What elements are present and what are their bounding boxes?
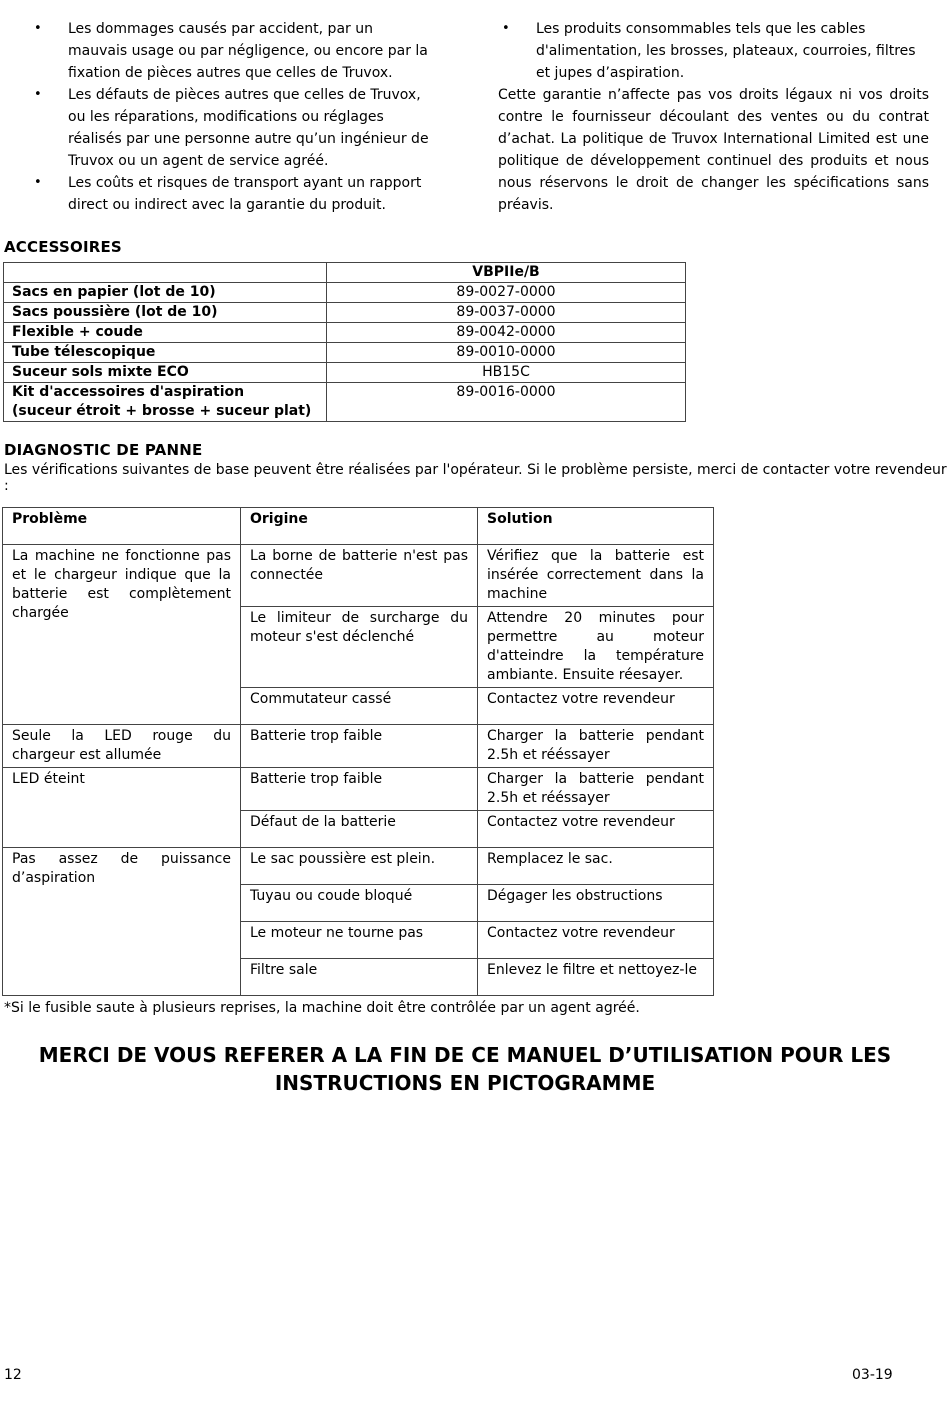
- warranty-exclusions-left: [30, 18, 430, 216]
- table-cell: [4, 263, 327, 283]
- table-row: [4, 283, 686, 303]
- accessory-name: Sacs en papier (lot de 10): [4, 283, 327, 303]
- accessory-name: Flexible + coude: [4, 323, 327, 343]
- bullet-item: • Les dommages causés par accident, par un mauvais usage ou par négligence, ou encore par la fixation de pièces autres que celles de Truvox.: [30, 18, 430, 84]
- problem-cell: LED éteint: [3, 768, 241, 848]
- solution-cell: Contactez votre revendeur: [478, 922, 714, 959]
- solution-cell: Charger la batterie pendant 2.5h et rééssayer: [478, 768, 714, 811]
- table-row: [4, 303, 686, 323]
- table-row: [4, 343, 686, 363]
- origin-cell: Batterie trop faible: [241, 725, 478, 768]
- diagnostic-intro: Les vérifications suivantes de base peuvent être réalisées par l'opérateur. Si le problème persiste, merci de contacter votre revendeur :: [4, 462, 947, 494]
- bullet-icon: •: [34, 175, 42, 190]
- accessory-code: 89-0016-0000: [327, 383, 686, 422]
- origin-cell: Tuyau ou coude bloqué: [241, 885, 478, 922]
- bullet-icon: •: [502, 21, 510, 36]
- table-header-row: [3, 508, 714, 545]
- page-number: 12: [4, 1367, 22, 1383]
- document-date: 03-19: [852, 1367, 893, 1383]
- accessory-name: Tube télescopique: [4, 343, 327, 363]
- warranty-statement: Cette garantie n’affecte pas vos droits légaux ni vos droits contre le fournisseur découlant des ventes ou du contrat d’achat. La politique de Truvox International Limited est une politique de développement continuel des produits et nous nous réservons le droit de changer les spécifications sans préavis.: [498, 87, 929, 213]
- origin-cell: Filtre sale: [241, 959, 478, 996]
- problem-cell: Seule la LED rouge du chargeur est allumée: [3, 725, 241, 768]
- bullet-item: • Les défauts de pièces autres que celles de Truvox, ou les réparations, modifications ou réglages réalisés par une personne autre qu’un ingénieur de Truvox ou un agent de service agréé.: [30, 84, 430, 172]
- accessory-name: Suceur sols mixte ECO: [4, 363, 327, 383]
- table-row: [4, 323, 686, 343]
- column-header: Solution: [478, 508, 714, 545]
- warranty-exclusions-right: [498, 18, 929, 216]
- bullet-item: • Les coûts et risques de transport ayant un rapport direct ou indirect avec la garantie du produit.: [30, 172, 430, 216]
- accessories-heading: ACCESSOIRES: [4, 238, 122, 256]
- column-header: Origine: [241, 508, 478, 545]
- accessories-table: [3, 262, 686, 422]
- origin-cell: La borne de batterie n'est pas connectée: [241, 545, 478, 607]
- bullet-icon: •: [34, 21, 42, 36]
- origin-cell: Le sac poussière est plein.: [241, 848, 478, 885]
- solution-cell: Contactez votre revendeur: [478, 688, 714, 725]
- fuse-footnote: *Si le fusible saute à plusieurs reprises, la machine doit être contrôlée par un agent agréé.: [4, 1000, 640, 1016]
- origin-cell: Le moteur ne tourne pas: [241, 922, 478, 959]
- accessory-code: HB15C: [327, 363, 686, 383]
- model-header: VBPIIe/B: [327, 263, 686, 283]
- table-row: [4, 363, 686, 383]
- solution-cell: Vérifiez que la batterie est insérée correctement dans la machine: [478, 545, 714, 607]
- bullet-item: • Les produits consommables tels que les cables d'alimentation, les brosses, plateaux, courroies, filtres et jupes d’aspiration.: [498, 18, 929, 84]
- pictogram-notice: MERCI DE VOUS REFERER A LA FIN DE CE MANUEL D’UTILISATION POUR LES INSTRUCTIONS EN PICTOGRAMME: [38, 1043, 892, 1095]
- accessory-code: 89-0037-0000: [327, 303, 686, 323]
- diagnostic-table: [2, 507, 714, 996]
- origin-cell: Batterie trop faible: [241, 768, 478, 811]
- problem-cell: Pas assez de puissance d’aspiration: [3, 848, 241, 996]
- origin-cell: Commutateur cassé: [241, 688, 478, 725]
- accessory-code: 89-0027-0000: [327, 283, 686, 303]
- solution-cell: Dégager les obstructions: [478, 885, 714, 922]
- table-row: [3, 848, 714, 885]
- table-row: [4, 263, 686, 283]
- solution-cell: Attendre 20 minutes pour permettre au moteur d'atteindre la température ambiante. Ensuite réesayer.: [478, 607, 714, 688]
- column-header: Problème: [3, 508, 241, 545]
- solution-cell: Remplacez le sac.: [478, 848, 714, 885]
- table-row: [3, 768, 714, 811]
- diagnostic-heading: DIAGNOSTIC DE PANNE: [4, 441, 203, 459]
- accessory-code: 89-0042-0000: [327, 323, 686, 343]
- bullet-icon: •: [34, 87, 42, 102]
- solution-cell: Contactez votre revendeur: [478, 811, 714, 848]
- accessory-code: 89-0010-0000: [327, 343, 686, 363]
- table-row: [4, 383, 686, 422]
- problem-cell: La machine ne fonctionne pas et le chargeur indique que la batterie est complètement chargée: [3, 545, 241, 725]
- origin-cell: Défaut de la batterie: [241, 811, 478, 848]
- accessory-name: Sacs poussière (lot de 10): [4, 303, 327, 323]
- origin-cell: Le limiteur de surcharge du moteur s'est déclenché: [241, 607, 478, 688]
- solution-cell: Enlevez le filtre et nettoyez-le: [478, 959, 714, 996]
- table-row: [3, 545, 714, 607]
- solution-cell: Charger la batterie pendant 2.5h et rééssayer: [478, 725, 714, 768]
- table-row: [3, 725, 714, 768]
- accessory-name: Kit d'accessoires d'aspiration (suceur étroit + brosse + suceur plat): [4, 383, 327, 422]
